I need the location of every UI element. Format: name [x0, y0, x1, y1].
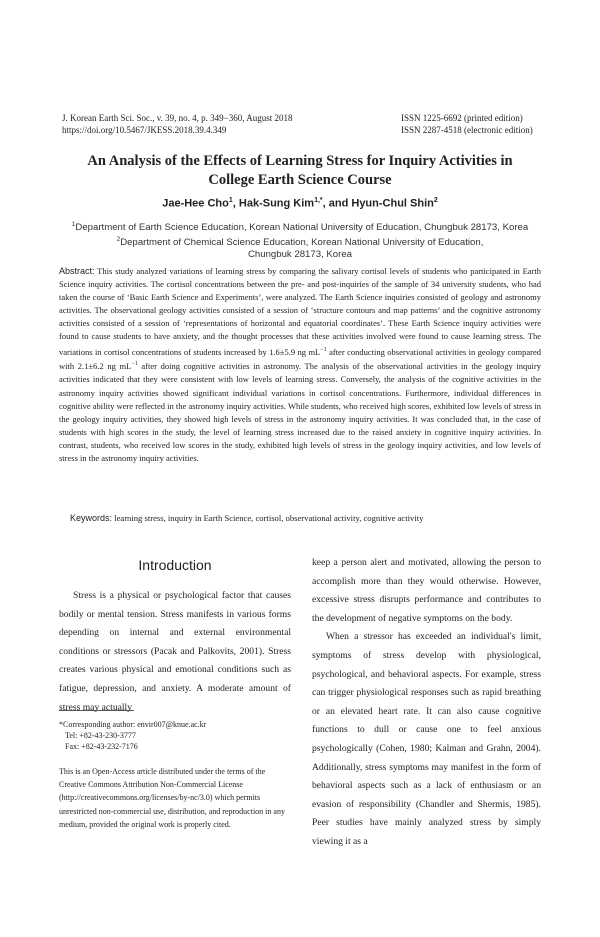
keywords-text: learning stress, inquiry in Earth Science, cortisol, observational activity, cognitive activity [112, 513, 424, 523]
left-column [59, 557, 291, 717]
journal-citation: J. Korean Earth Sci. Soc., v. 39, no. 4, p. 349−360, August 2018 [62, 113, 293, 123]
abstract-label: Abstract: [59, 266, 95, 276]
doi-link[interactable]: https://doi.org/10.5467/JKESS.2018.39.4.349 [62, 125, 227, 135]
affil-text: Department of Earth Science Education, Korean National University of Education, Chungbuk 28173, Korea [75, 222, 529, 234]
journal-header [62, 112, 292, 136]
issn-header [401, 112, 533, 136]
issn-print: ISSN 1225-6692 (printed edition) [401, 113, 523, 123]
affiliation-line [40, 219, 560, 234]
section-heading: Introduction [138, 557, 212, 573]
keywords-label: Keywords: [70, 513, 113, 523]
author-list [40, 197, 560, 210]
abstract-text: after conducting observational activities in geology compared with 2.1±6.2 ng mL [59, 346, 541, 372]
footnote-divider [59, 710, 134, 711]
unit-exponent: −1 [131, 361, 138, 368]
title-line-2: College Earth Science Course [208, 172, 392, 188]
corresponding-email[interactable]: *Corresponding author: envir007@knue.ac.kr [59, 720, 207, 729]
right-column [312, 554, 541, 852]
unit-exponent: −1 [320, 346, 327, 353]
body-paragraph: When a stressor has exceeded an individual's limit, symptoms of stress develop with physiological, psychological, and behavioral aspects. For example, stress can trigger physiological responses such as rapid breathing or an elevated heart rate. It can also cause cognitive functions to dull or cause one to feel anxious psychologically (Cohen, 1980; Kalman and Grahn, 2004). Additionally, stress symptoms may manifest in the form of behavioral aspects such as a lack of enthusiasm or an evasion of responsibility (Chandler and Shermis, 1985). Peer studies have mainly analyzed stress by simply viewing it as a [312, 631, 541, 847]
author-affil-mark: 1 [228, 197, 233, 204]
affiliation-line [40, 234, 560, 249]
author-name: Jae-Hee Cho [162, 197, 229, 210]
author-separator: , and [322, 197, 352, 210]
title-line-1: An Analysis of the Effects of Learning Stress for Inquiry Activities in [87, 153, 513, 169]
body-paragraph: keep a person alert and motivated, allowing the person to accomplish more than they would otherwise. However, excessive stress disrupts performance and contributes to the development of negative symptoms on the body. [312, 557, 541, 624]
license-footnote: This is an Open-Access article distributed under the terms of the Creative Commons Attribution Non-Commercial License (http://creativecommons.org/licenses/by-nc/3.0) which permits unrestricted non-commercial use, distribution, and reproduction in any medium, provided the original work is properly cited. [59, 767, 285, 829]
affiliations [40, 219, 560, 261]
abstract-text: after doing cognitive activities in astronomy. The analysis of the observational activities in the geology inquiry activities indicated that they were consistent with low levels of learning stress. Conversely, the analysis of the cognitive activities in the astronomy inquiry activities showed significant individual variations in cortisol concentrations. Furthermore, individual differences in cognitive ability were reflected in the astronomy inquiry activities. While students, who received high scores, exhibited low levels of stress in the geology inquiry activities, they showed high levels of stress in the astronomy inquiry activities. It was concluded that, in the case of students with high scores in the study, the level of learning stress increased due to the raised anxiety in cognitive inquiry activities. In contrast, students, who received low scores in the study, exhibited high levels of stress in the geology inquiry activities, and low levels of stress in the astronomy inquiry activities. [59, 361, 541, 463]
author-separator: , [232, 197, 239, 210]
author-affil-mark: 2 [433, 197, 438, 204]
author-name: Hak-Sung Kim [238, 197, 315, 210]
body-paragraph: Stress is a physical or psychological factor that causes bodily or mental tension. Stress manifests in various forms depending on internal and external environmental conditions or stressors (Pacak and Palkovits, 2001). Stress creates various physical and emotional conditions such as fatigue, depression, and anxiety. A moderate amount of stress may actually [59, 590, 291, 713]
affiliation-line: Chungbuk 28173, Korea [247, 249, 352, 261]
phone: Tel: +82-43-230-3777 [65, 731, 136, 740]
keywords [70, 513, 550, 523]
issn-electronic: ISSN 2287-4518 (electronic edition) [401, 125, 533, 135]
corresponding-author-footnote [59, 719, 294, 752]
fax: Fax: +82-43-232-7176 [65, 742, 138, 751]
affil-mark: 1 [71, 221, 76, 228]
paper-title [40, 152, 560, 190]
affil-text: Department of Chemical Science Education, Korean National University of Education, [120, 237, 484, 249]
affil-mark: 2 [116, 236, 121, 244]
author-name: Hyun-Chul Shin [351, 197, 434, 210]
abstract [59, 265, 541, 465]
author-affil-mark: 1,* [314, 197, 323, 204]
abstract-text: This study analyzed variations of learning stress by comparing the salivary cortisol levels of students who participated in Earth Science inquiry activities. The cortisol concentrations between the pre- and post-inquiries of the sample of 34 university students, who had taken the course of ‘Basic Earth Science and Experiments’, were analyzed. The Earth Science inquiries consisted of geology and astronomy activities. The observational geology activities consisted of a session of ‘structure contours and map patterns’ and the cognitive astronomy activities consisted of a session of ‘representations of horizontal and equatorial coordinates’. These Earth Science inquiry activities were found to cause students to have anxiety, and the thought processes that these activities involved were found to cause learning stress. The variations in cortisol concentrations of students increased by 1.6±5.9 ng mL [59, 266, 541, 357]
